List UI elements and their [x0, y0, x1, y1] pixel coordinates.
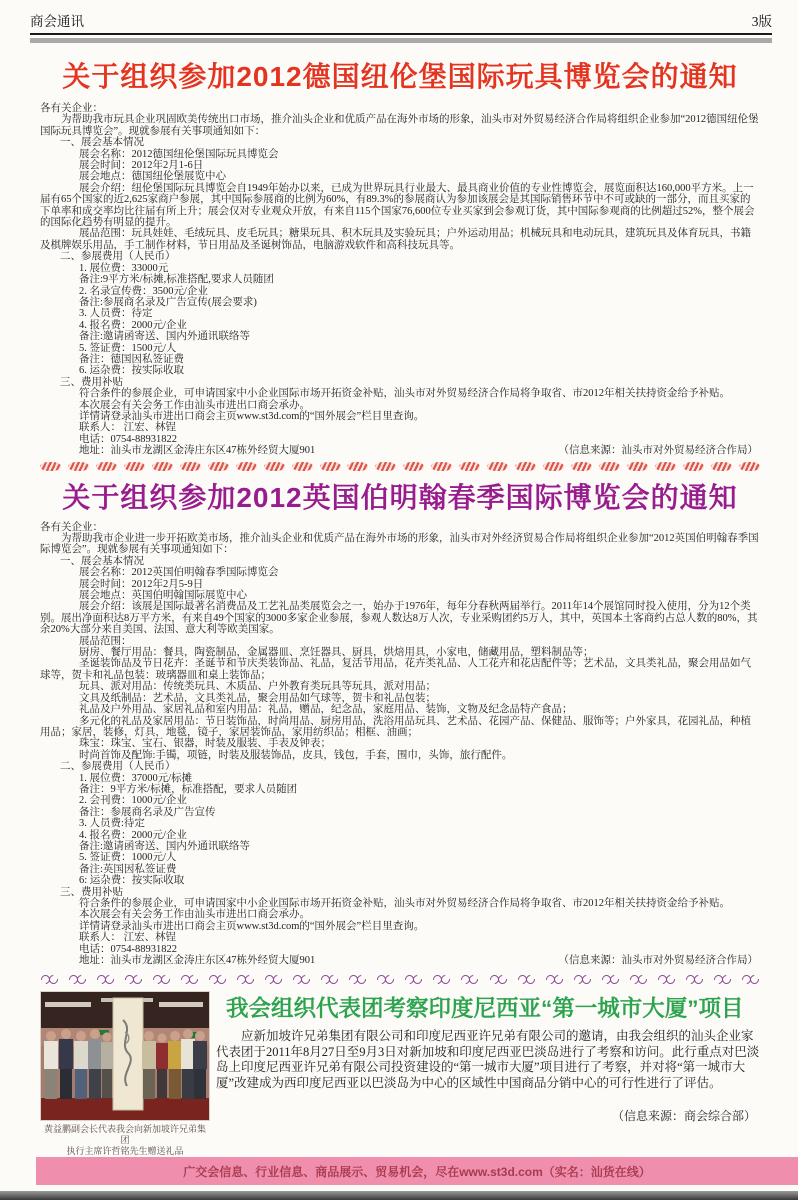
ornament-glyph — [292, 462, 313, 471]
text-line: 备注:邀请函寄送、国内外通讯联络等 — [79, 331, 250, 343]
text-line: 二、参展费用（人民币） — [60, 251, 176, 263]
text-line: 2. 名录宣传费：3500元/企业 — [79, 285, 208, 297]
ornament-glyph — [515, 462, 536, 471]
text-line: 3. 人员费:待定 — [79, 818, 145, 830]
ornament-glyph — [573, 973, 592, 986]
text-line: 符合条件的参展企业，可申请国家中小企业国际市场开拓资金补贴，汕头市对外贸易经济合作局将争取省、市2012年相关扶持资金给予补贴。 — [79, 388, 730, 400]
ornament-glyph — [459, 462, 480, 471]
text-line: 备注：德国因私签证费 — [79, 353, 184, 365]
text-line: 联系人： 江宏、林锃 — [79, 932, 177, 944]
ornament-glyph — [96, 462, 117, 471]
text-line: 地址：汕头市龙湖区金涛庄东区47栋外经贸大厦901 （信息来源：汕头市对外贸易经济合作局） — [79, 955, 758, 967]
text-line: 6. 运杂费：按实际收取 — [79, 365, 184, 377]
article1-title: 关于组织参加2012德国纽伦堡国际玩具博览会的通知 — [62, 61, 738, 92]
ornament-glyph — [348, 973, 367, 986]
text-line: 多元化的礼品及家居用品：节日装饰品，时尚用品、厨房用品，洗浴用品玩具、艺术品、花园产品、保健品、服饰等；户外家具，花园礼品，种植用品；家居，装修，灯具，地毯，镜子，家居装饰品，家用纺织品；相框、油画； — [40, 715, 751, 738]
ornament-glyph — [599, 462, 620, 471]
text-line: 备注：参展商名录及广告宣传 — [79, 806, 216, 818]
divider-ornament-purple — [40, 972, 760, 987]
header-rule-gray — [30, 38, 772, 43]
delegation-photo-illustration — [41, 992, 209, 1120]
ornament-glyph — [545, 973, 564, 986]
ornament-glyph — [152, 462, 173, 471]
text-line: 三、费用补贴 — [60, 886, 123, 898]
ornament-glyph — [460, 973, 479, 986]
text-line: 三、费用补贴 — [60, 376, 123, 388]
text-line: 展会介绍：该展是国际最著名消费品及工艺礼品类展览会之一，始办于1976年，每年分春秋两届举行。2011年14个展馆同时投入使用，分为12个类别。展出净面积达8万平方米，有来自49个国家的3000多家企业参展，参观人数达8万人次，专业采购团约5万人，其中，英国本土客商约占总人数的80%，其余20%大部分来自美国、法国、意大利等欧美国家。 — [40, 601, 758, 636]
text-line: 备注:邀请函寄送、国内外通讯联络等 — [79, 840, 250, 852]
ornament-glyph — [40, 462, 61, 471]
photo-caption — [40, 1124, 210, 1157]
text-line: 6: 运杂费：按实际收取 — [79, 875, 185, 887]
ornament-glyph — [739, 462, 760, 471]
ornament-glyph — [571, 462, 592, 471]
text-line: 时尚首饰及配饰:手镯，项链，时装及服装饰品，皮具，钱包，手套，围巾，头饰，旅行配件。 — [79, 749, 513, 761]
ornament-glyph — [629, 973, 648, 986]
text-line: 展会地点：英国伯明翰国际展览中心 — [79, 590, 247, 602]
text-line: 展会地点：德国纽伦堡展览中心 — [79, 171, 226, 183]
text-line: 珠宝：珠宝、宝石、银器，时装及服装、手表及钟表； — [79, 738, 331, 750]
text-line: 5. 签证费：1500元/人 — [79, 342, 177, 354]
ornament-glyph — [403, 462, 424, 471]
text-line: 展会时间：2012年2月1-6日 — [79, 160, 204, 172]
article3-text-column — [210, 991, 760, 1157]
text-line: 各有关企业： — [40, 103, 103, 114]
text-line: 展会时间：2012年2月5-9日 — [79, 578, 204, 590]
text-line: 礼品及户外用品、家居礼品和室内用品：礼品，赠品，纪念品，家庭用品、装饰，文物及纪念品特产食品； — [79, 704, 573, 716]
text-line: 2. 会刊费：1000元/企业 — [79, 795, 187, 807]
ornament-glyph — [543, 462, 564, 471]
ornament-glyph — [96, 973, 115, 986]
text-line: 4. 报名费：2000元/企业 — [79, 829, 187, 841]
text-line: 展会名称：2012德国纽伦堡国际玩具博览会 — [79, 148, 279, 160]
ornament-glyph — [627, 462, 648, 471]
text-line: 展品范围：玩具娃娃、毛绒玩具、皮毛玩具；糖果玩具、积木玩具及实验玩具；户外运动用品；机械玩具和电动玩具，建筑玩具及体育玩具，书籍及棋牌娱乐用品，手工制作材料，节日用品及圣诞树饰品，电脑游戏软件和高科技玩具等。 — [40, 228, 751, 251]
info-source: （信息来源：汕头市对外贸易经济合作局） — [558, 445, 758, 457]
text-line: 电话：0754-88931822 — [79, 943, 177, 955]
ornament-glyph — [208, 973, 227, 986]
ornament-glyph — [347, 462, 368, 471]
text-line: 为帮助我市玩具企业巩固欧美传统出口市场，推介汕头企业和优质产品在海外市场的形象，汕头市对外贸易经济合作局将组织企业参加“2012德国纽伦堡国际玩具博览会”。现就参展有关事项通知如下： — [40, 114, 759, 137]
delegation-photo — [40, 991, 210, 1121]
ornament-glyph — [180, 462, 201, 471]
text-line: 3. 人员费：待定 — [79, 308, 153, 320]
ornament-glyph — [657, 973, 676, 986]
ornament-glyph — [124, 973, 143, 986]
text-line: 备注:英国因私签证费 — [79, 863, 177, 875]
ornament-glyph — [601, 973, 620, 986]
ornament-glyph — [208, 462, 229, 471]
text-line: 文具及纸制品：艺术品，文具类礼品，聚会用品如气球等，贺卡和礼品包装； — [79, 692, 436, 704]
article3-body: 应新加坡许兄弟集团有限公司和印度尼西亚许兄弟有限公司的邀请，由我会组织的汕头企业家代表团于2011年8月27日至9月3日对新加坡和印度尼西亚巴淡岛进行了考察和访问。此行重点对巴淡岛上印度尼西亚许兄弟有限公司投资建设的“第一城市大厦”项目进行了考察，并对将“第一城市大厦”改建成为西印度尼西亚以巴淡岛为中心的区域性中国商品分销中心的可行性进行了评估。 — [216, 1029, 760, 1090]
ornament-glyph — [40, 973, 59, 986]
ornament-glyph — [487, 462, 508, 471]
text-line: 备注:参展商名录及广告宣传(展会要求) — [79, 296, 257, 308]
text-line: 联系人： 江宏、林锃 — [79, 422, 177, 434]
ornament-glyph — [683, 462, 704, 471]
divider-ornament-red — [40, 461, 760, 472]
ornament-glyph — [180, 973, 199, 986]
text-line: 一、展会基本情况 — [60, 137, 144, 149]
text-line: 展会介绍：纽伦堡国际玩具博览会自1949年始办以来，已成为世界玩具行业最大、最具商业价值的专业性博览会，展览面积达160,000平方米。上一届有65个国家的近2,625家商户参展，其中国际参展商的比例为60%，有89.3%的参展商认为参加该展会是其国际销售环节中不可或缺的一部分，而且买家的下单率和成交率均比往届有所上升；展会仅对专业观众开放，有来自115个国家76,600位专业买家到会参观订货，其中国际参观商的比例超过52%，整个展会的国际化趋势有明显的提升。 — [40, 182, 755, 229]
text-line: 本次展会有关会务工作由汕头市进出口商会承办。 — [79, 399, 310, 411]
ornament-glyph — [320, 973, 339, 986]
text-line: 玩具、派对用品：传统类玩具、木质品、户外教育类玩具等玩具，派对用品； — [79, 681, 436, 693]
ornament-glyph — [431, 462, 452, 471]
photo-caption-line2: 执行主席许哲铭先生赠送礼品 — [66, 1146, 184, 1157]
ornament-glyph — [404, 973, 423, 986]
text-line: 1. 展位费：33000元 — [79, 262, 169, 274]
photo-caption-line1: 黄益鹏副会长代表我会向新加坡许兄弟集团 — [43, 1124, 206, 1146]
ornament-glyph — [517, 973, 536, 986]
page-number: 3版 — [751, 14, 772, 29]
text-line: 各有关企业： — [40, 521, 103, 533]
text-line: 5. 签证费：1000元/人 — [79, 852, 177, 864]
ornament-glyph — [236, 462, 257, 471]
text-line: 电话：0754-88931822 — [79, 433, 177, 445]
text-line: 一、展会基本情况 — [60, 555, 144, 567]
ornament-glyph — [124, 462, 145, 471]
ornament-glyph — [685, 973, 704, 986]
ornament-glyph — [264, 462, 285, 471]
text-line: 4. 报名费：2000元/企业 — [79, 319, 187, 331]
text-line: 展会名称：2012英国伯明翰春季国际博览会 — [79, 567, 279, 579]
text-line: 详情请登录汕头市进出口商会主页www.st3d.com的“国外展会”栏目里查询。 — [79, 410, 425, 422]
footer-banner-text: 广交会信息、行业信息、商品展示、贸易机会，尽在www.st3d.com（实名：汕货在线） — [183, 1164, 651, 1179]
text-line: 地址：汕头市龙湖区金涛庄东区47栋外经贸大厦901 （信息来源：汕头市对外贸易经济合作局） — [79, 445, 758, 457]
ornament-glyph — [713, 973, 732, 986]
article2-body — [40, 522, 760, 967]
ornament-glyph — [320, 462, 341, 471]
text-line: 厨房、餐厅用品：餐具，陶瓷制品，金属器皿、烹饪器具、厨具，烘焙用具，小家电，储藏用品，塑料制品等； — [79, 647, 594, 659]
ornament-glyph — [152, 973, 171, 986]
text-line: 详情请登录汕头市进出口商会主页www.st3d.com的“国外展会”栏目里查询。 — [79, 920, 425, 932]
ornament-glyph — [68, 462, 89, 471]
footer-banner — [36, 1157, 798, 1185]
article1-body — [40, 103, 760, 457]
article2-title: 关于组织参加2012英国伯明翰春季国际博览会的通知 — [62, 481, 738, 513]
text-line: 为帮助我市企业进一步开拓欧美市场，推介汕头企业和优质产品在海外市场的形象，汕头市对外经济贸易合作局将组织企业参加“2012英国伯明翰春季国际博览会”。现就参展有关事项通知如下： — [40, 533, 759, 556]
page-header — [30, 10, 772, 30]
info-source: （信息来源：汕头市对外贸易经济合作局） — [558, 955, 758, 967]
publication-name: 商会通讯 — [30, 14, 84, 29]
ornament-glyph — [741, 973, 760, 986]
article3-section — [40, 991, 760, 1157]
text-line: 1. 展位费：37000元/标摊 — [79, 772, 193, 784]
ornament-glyph — [68, 973, 87, 986]
page-bottom-edge — [0, 1191, 798, 1200]
ornament-glyph — [292, 973, 311, 986]
article3-source: （信息来源：商会综合部） — [611, 1109, 756, 1124]
ornament-glyph — [432, 973, 451, 986]
photo-column — [40, 991, 210, 1157]
ornament-glyph — [236, 973, 255, 986]
ornament-glyph — [375, 462, 396, 471]
text-line: 备注：9平方米/标摊，标准搭配，要求人员随团 — [79, 783, 298, 795]
text-line: 符合条件的参展企业，可申请国家中小企业国际市场开拓资金补贴，汕头市对外贸易经济合作局将争取省、市2012年相关扶持资金给予补贴。 — [79, 898, 730, 909]
header-rule-black — [30, 33, 772, 35]
ornament-glyph — [489, 973, 508, 986]
ornament-glyph — [711, 462, 732, 471]
text-line: 备注:9平方米/标摊,标准搭配,要求人员随团 — [79, 274, 274, 286]
ornament-glyph — [264, 973, 283, 986]
article3-title: 我会组织代表团考察印度尼西亚“第一城市大厦”项目 — [226, 996, 744, 1022]
text-line: 二、参展费用（人民币） — [60, 761, 176, 773]
text-line: 圣诞装饰品及节日花卉：圣诞节和节庆类装饰品、礼品，复活节用品，花卉类礼品、人工花卉和花店配件等；艺术品，文具类礼品，聚会用品如气球等，贺卡和礼品包装：玻璃器皿和桌上装饰品； — [40, 658, 751, 681]
text-line: 本次展会有关会务工作由汕头市进出口商会承办。 — [79, 909, 310, 921]
text-line: 展品范围： — [79, 635, 132, 647]
ornament-glyph — [655, 462, 676, 471]
ornament-glyph — [376, 973, 395, 986]
